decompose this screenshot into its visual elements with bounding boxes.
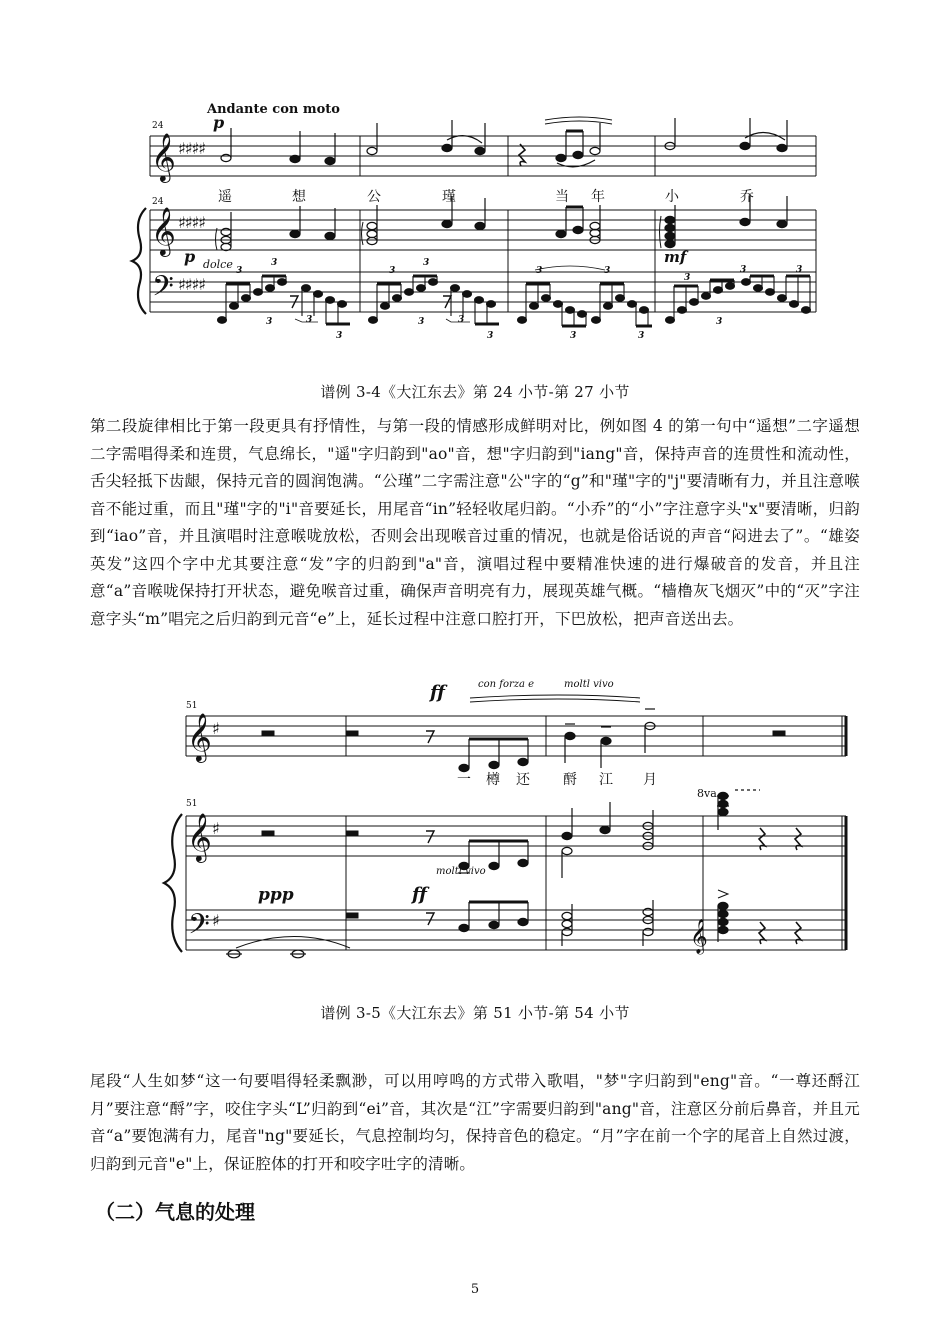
measure-number-voice-1: 24 [152, 121, 164, 131]
tuplet-3: 3 [458, 315, 465, 325]
key-signature-bass-2: ♯ [212, 911, 220, 930]
expression-dolce: dolce [203, 258, 233, 271]
tuplet-3: 3 [716, 317, 723, 327]
dynamic-voice-p: p [213, 113, 225, 132]
bass-clef-piano-1: 𝄢 [152, 270, 174, 310]
lyric-6: 月 [643, 772, 657, 788]
labels-figure-2 [186, 679, 717, 905]
labels-figure-1 [152, 102, 802, 341]
key-signature-bass-1: ♯♯♯♯ [178, 275, 205, 294]
piano-bass-notes-2 [226, 890, 728, 958]
treble-clef-voice-2: 𝄞 [187, 712, 212, 761]
voice-notes-1 [221, 117, 787, 167]
voice-staff-2 [186, 716, 846, 756]
voice-notes-2 [459, 695, 655, 772]
piano-treble-staff-1 [150, 210, 816, 250]
piano-bass-staff-2 [186, 910, 846, 950]
tuplet-3: 3 [418, 317, 425, 327]
lyric-5: 当 [555, 189, 569, 205]
tuplet-3: 3 [306, 315, 313, 325]
figure-caption-1: 谱例 3-4《大江东去》第 24 小节-第 27 小节 [320, 383, 630, 401]
expression-moltl-vivo-top: moltl vivo [564, 679, 614, 690]
key-signature-voice-2: ♯ [212, 719, 220, 738]
lyric-6: 年 [591, 189, 605, 205]
treble-clef-change: 𝄞 [690, 919, 708, 954]
tuplet-3: 3 [536, 266, 543, 276]
tuplet-3: 3 [604, 266, 611, 276]
treble-clef-piano-1: 𝄞 [151, 206, 176, 255]
tuplet-3: 3 [570, 331, 577, 341]
clefs-figure-1 [151, 132, 205, 310]
piano-brace-2 [164, 814, 182, 952]
tuplet-3: 3 [423, 258, 430, 268]
key-signature-treble-2: ♯ [212, 819, 220, 838]
body-paragraph-1: 第二段旋律相比于第一段更具有抒情性，与第一段的情感形成鲜明对比，例如图 4 的第一句中“遥想”二字遥想二字需唱得柔和连贯，气息绵长，"遥"字归韵到"ao"音，想"字归韵到"iang"音，保持声音的连贯性和流动性，舌尖轻抵下齿龈，保持元音的圆润饱满。“公瑾”二字需注意"公"字的“g”和"瑾"字的"j"要清晰有力，并且注意喉音不能过重，而且"瑾"字的"i"音要延长，用尾音“in”轻轻收尾归韵。“小乔”的“小”字注意字头"x"要清晰，归韵到“iao”音，并且演唱时注意喉咙放松，否则会出现喉音过重的情况，也就是俗话说的声音“闷进去了”。“雄姿英发”这四个字中尤其要注意“发”字的归韵到"a"音，演唱过程中要精准快速的进行爆破音的发音，并且注意“a”音喉咙保持打开状态，避免喉音过重，确保声音明亮有力，展现英雄气概。“樯橹灰飞烟灭”中的“灭”字注意字头“m”唱完之后归韵到元音“e”上，延长过程中注意口腔打开，下巴放松，把声音送出去。 [90, 417, 860, 628]
lyric-1: 遥 [218, 189, 232, 205]
dynamic-ff-piano: ff [412, 884, 427, 905]
lyric-3: 公 [367, 189, 381, 205]
page-number: 5 [470, 1282, 480, 1297]
piano-treble-staff-2 [186, 816, 846, 856]
tuplet-3: 3 [336, 331, 343, 341]
tempo-marking: Andante con moto [207, 102, 340, 117]
voice-staff-1 [150, 136, 816, 176]
section-heading: （二）气息的处理 [95, 1200, 255, 1224]
measure-number-piano-1: 24 [152, 197, 164, 207]
dynamic-mf: mf [664, 248, 687, 266]
dynamic-ppp: ppp [258, 885, 294, 905]
dynamic-ff-voice: ff [430, 682, 445, 703]
rest-1 [519, 144, 525, 166]
expression-con-forza: con forza e [478, 679, 535, 690]
tuplet-3: 3 [487, 331, 494, 341]
key-signature-treble-1: ♯♯♯♯ [178, 213, 205, 232]
bass-clef-piano-2: 𝄢 [188, 908, 210, 948]
lyric-2: 樽 [486, 772, 500, 788]
lyric-4: 瑾 [442, 189, 456, 205]
piano-treble-notes-2 [458, 790, 760, 878]
treble-clef-piano-2: 𝄞 [187, 812, 212, 861]
score-figure-1 [132, 117, 816, 326]
tuplet-3: 3 [271, 258, 278, 268]
score-figure-2 [164, 695, 846, 958]
piano-brace-1 [132, 208, 146, 314]
lyric-1: 一 [457, 772, 471, 788]
dynamic-piano-p: p [184, 247, 196, 266]
figure-caption-2: 谱例 3-5《大江东去》第 51 小节-第 54 小节 [320, 1004, 630, 1022]
lyric-8: 乔 [740, 189, 754, 205]
treble-clef-voice-1: 𝄞 [151, 132, 176, 181]
measure-number-piano-2: 51 [186, 799, 198, 809]
tuplet-3: 3 [266, 317, 273, 327]
key-signature-voice-1: ♯♯♯♯ [178, 139, 205, 158]
lyric-3: 还 [516, 772, 530, 788]
tuplet-3: 3 [684, 273, 691, 283]
body-paragraph-2: 尾段“人生如梦“这一句要唱得轻柔飘渺，可以用哼鸣的方式带入歌唱，"梦"字归韵到"eng"音。“一尊还酹江月”要注意“酹”字，咬住字头“L”归韵到“ei”音，其次是“江”字需要归韵到"ang"音，注意区分前后鼻音，并且元音“a”要饱满有力，尾音"ng"要延长，气息控制均匀，保持音色的稳定。“月”字在前一个字的尾音上自然过渡，归韵到元音"e"上，保证腔体的打开和咬字吐字的清晰。 [90, 1072, 860, 1173]
lyric-2: 想 [292, 189, 306, 205]
octave-marking: 8va [697, 787, 717, 800]
tuplet-3: 3 [236, 266, 243, 276]
tuplet-3: 3 [638, 331, 645, 341]
tuplet-3: 3 [796, 265, 803, 275]
lyric-4: 酹 [563, 772, 577, 788]
tuplet-3: 3 [389, 266, 396, 276]
tuplet-3: 3 [740, 265, 747, 275]
measure-number-voice-2: 51 [186, 701, 198, 711]
lyric-7: 小 [665, 189, 679, 205]
lyric-5: 江 [599, 772, 613, 788]
expression-moltl-vivo-piano: moltl vivo [436, 866, 486, 877]
